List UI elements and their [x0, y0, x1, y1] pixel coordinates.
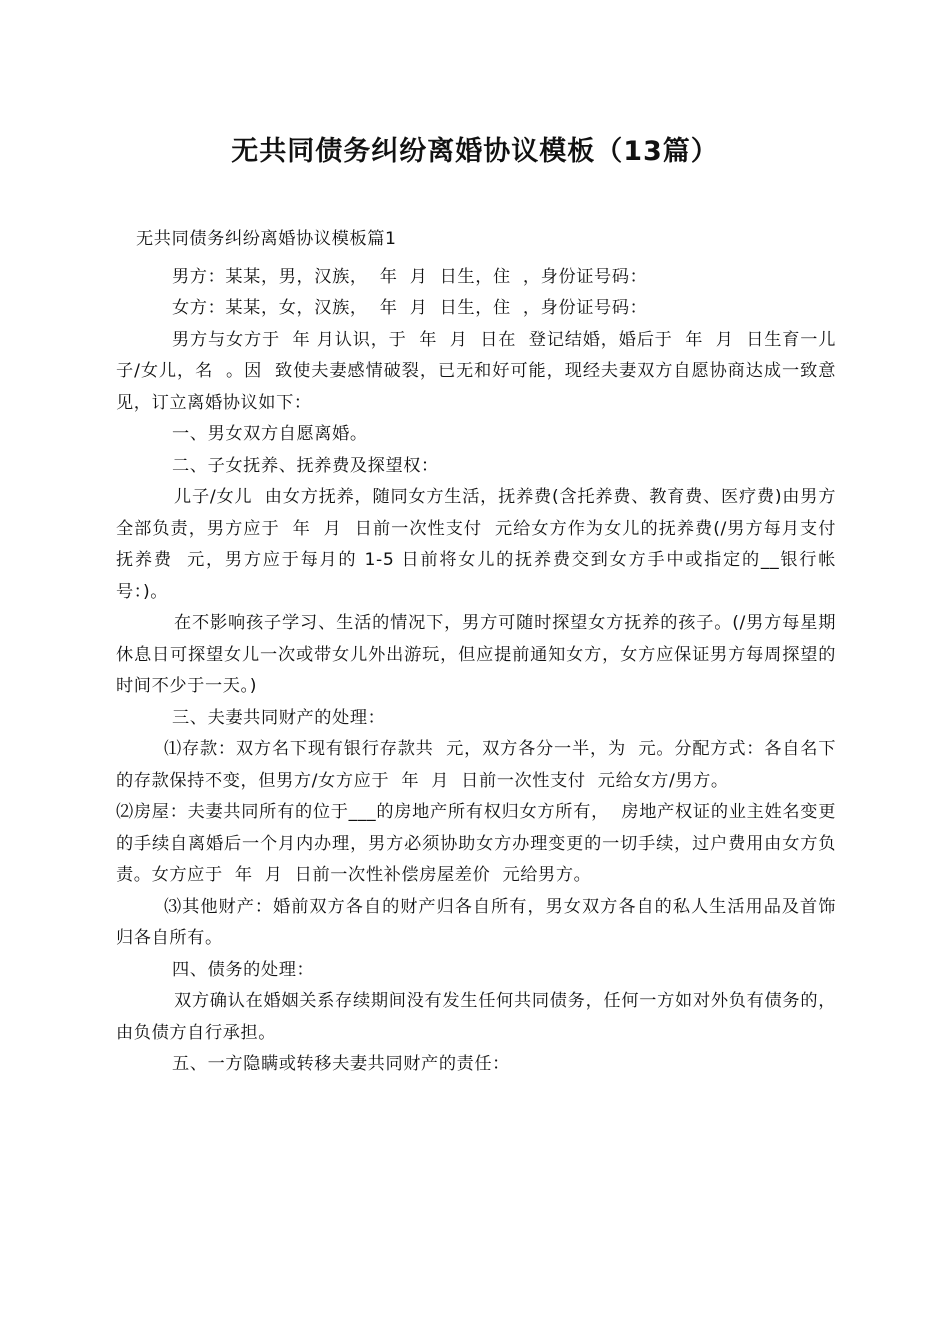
- paragraph-visitation: 在不影响孩子学习、生活的情况下，男方可随时探望女方抚养的孩子。(/男方每星期休息日可探望女儿一次或带女儿外出游玩，但应提前通知女方，女方应保证男方每周探望的时间不少于一天。): [116, 613, 836, 696]
- paragraph-child-support: 儿子/女儿 由女方抚养，随同女方生活，抚养费(含托养费、教育费、医疗费)由男方全部负责，男方应于 年 月 日前一次性支付 元给女方作为女儿的抚养费(/男方每月支付抚养费 元，男方应于每月的 1-5 日前将女儿的抚养费交到女方手中或指定的__银行帐号：)。: [116, 487, 836, 602]
- paragraph-debt: 双方确认在婚姻关系存续期间没有发生任何共同债务，任何一方如对外负有债务的，由负债方自行承担。: [116, 991, 836, 1043]
- clause-concealment-heading: 五、一方隐瞒或转移夫妻共同财产的责任：: [172, 1054, 510, 1074]
- paragraph-other-property: ⑶其他财产：婚前双方各自的财产归各自所有，男女双方各自的私人生活用品及首饰归各自所有。: [116, 896, 836, 948]
- document-title: 无共同债务纠纷离婚协议模板（13篇）: [231, 136, 719, 167]
- paragraph-house: ⑵房屋：夫妻共同所有的位于___的房地产所有权归女方所有， 房地产权证的业主姓名变更的手续自离婚后一个月内办理，男方必须协助女方办理变更的一切手续，过户费用由女方负责。女方应于 年 月 日前一次性补偿房屋差价 元给男方。: [116, 802, 836, 885]
- paragraph-marriage-background: 男方与女方于 年 月认识，于 年 月 日在 登记结婚，婚后于 年 月 日生育一儿子/女儿，名 。因 致使夫妻感情破裂，已无和好可能，现经夫妻双方自愿协商达成一致意见，订立离婚协议如下：: [116, 329, 836, 413]
- clause-divorce: 一、男女双方自愿离婚。: [172, 424, 368, 444]
- clause-child-support-heading: 二、子女抚养、抚养费及探望权：: [172, 455, 439, 476]
- paragraph-male-party: 男方：某某，男，汉族， 年 月 日生，住 ，身份证号码：: [172, 266, 648, 287]
- paragraph-deposits: ⑴存款：双方名下现有银行存款共 元，双方各分一半，为 元。分配方式：各自名下的存款保持不变，但男方/女方应于 年 月 日前一次性支付 元给女方/男方。: [116, 739, 836, 791]
- section-subtitle: 无共同债务纠纷离婚协议模板篇1: [136, 229, 397, 249]
- document-body: [116, 224, 836, 1081]
- clause-property-heading: 三、夫妻共同财产的处理：: [172, 707, 386, 728]
- paragraph-female-party: 女方：某某，女，汉族， 年 月 日生，住 ，身份证号码：: [172, 298, 648, 318]
- clause-debt-heading: 四、债务的处理：: [172, 959, 315, 980]
